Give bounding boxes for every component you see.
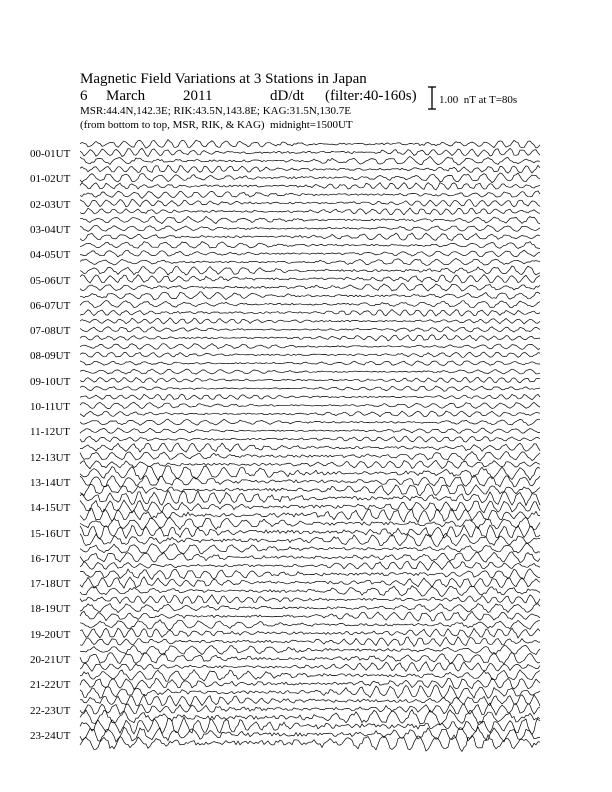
hour-label: 08-09UT (30, 350, 71, 363)
trace-rik (80, 173, 540, 183)
trace-kag (80, 292, 540, 300)
trace-msr (80, 735, 540, 752)
trace-rik (80, 451, 540, 461)
trace-kag (80, 466, 540, 480)
hour-label: 09-10UT (30, 375, 71, 388)
hour-label: 15-16UT (30, 527, 71, 540)
trace-msr (80, 411, 540, 417)
trace-kag (80, 543, 540, 554)
hour-label: 02-03UT (30, 198, 71, 211)
trace-msr (80, 258, 540, 265)
trace-kag (80, 140, 540, 149)
trace-kag (80, 645, 540, 655)
trace-msr (80, 361, 540, 366)
trace-rik (80, 653, 540, 665)
trace-group (80, 140, 540, 752)
hour-label: 17-18UT (30, 578, 71, 591)
trace-kag (80, 216, 540, 224)
trace-kag (80, 369, 540, 374)
trace-rik (80, 199, 540, 207)
trace-kag (80, 620, 540, 630)
hour-label: 18-19UT (30, 603, 71, 616)
trace-rik (80, 604, 540, 613)
trace-kag (80, 191, 540, 198)
chart-title: Magnetic Field Variations at 3 Stations in Japan (80, 71, 367, 87)
hour-label: 10-11UT (30, 401, 70, 413)
trace-rik (80, 552, 540, 563)
trace-kag (80, 242, 540, 249)
trace-msr (80, 233, 540, 240)
trace-msr (80, 484, 540, 496)
trace-rik (80, 275, 540, 284)
trace-msr (80, 335, 540, 341)
trace-kag (80, 419, 540, 425)
hour-label: 12-13UT (30, 451, 71, 464)
hour-label: 23-24UT (30, 729, 71, 742)
trace-msr (80, 561, 540, 570)
hour-label: 00-01UT (30, 148, 71, 160)
scale-bar (428, 87, 436, 109)
scale-bar-label: 1.00 nT at T=80s (439, 94, 518, 106)
trace-msr (80, 283, 540, 291)
trace-msr (80, 533, 540, 546)
trace-rik (80, 148, 540, 156)
filter-label: (filter:40-160s) (325, 88, 417, 104)
trace-rik (80, 475, 540, 487)
hour-label: 14-15UT (30, 502, 71, 515)
quantity-label: dD/dt (270, 88, 305, 104)
trace-msr (80, 156, 540, 165)
trace-msr (80, 460, 540, 469)
trace-msr (80, 386, 540, 391)
trace-msr (80, 662, 540, 672)
trace-msr (80, 310, 540, 317)
trace-msr (80, 685, 540, 699)
trace-rik (80, 428, 540, 433)
trace-msr (80, 637, 540, 647)
hour-label: 21-22UT (30, 679, 71, 692)
date-year: 2011 (183, 88, 213, 104)
trace-kag (80, 670, 540, 682)
hour-label: 05-06UT (30, 274, 71, 287)
trace-rik (80, 678, 540, 689)
date-day: 6 (80, 88, 88, 104)
trace-rik (80, 327, 540, 332)
trace-msr (80, 586, 540, 597)
trace-kag (80, 318, 540, 324)
trace-msr (80, 208, 540, 215)
trace-rik (80, 727, 540, 742)
hour-label: 06-07UT (30, 299, 71, 312)
hour-label: 16-17UT (30, 552, 71, 565)
trace-rik (80, 628, 540, 638)
trace-kag (80, 569, 540, 580)
trace-kag (80, 344, 540, 350)
stations-line: MSR:44.4N,142.3E; RIK:43.5N,143.8E; KAG:31.5N,130.7E (80, 105, 352, 117)
trace-rik (80, 225, 540, 231)
trace-msr (80, 183, 540, 190)
hour-label: 07-08UT (30, 325, 71, 338)
trace-rik (80, 402, 540, 408)
hour-label: 22-23UT (30, 704, 71, 717)
trace-kag (80, 717, 540, 734)
hour-label: 03-04UT (30, 223, 71, 236)
trace-rik (80, 352, 540, 357)
trace-rik (80, 500, 540, 513)
date-month: March (106, 88, 146, 104)
trace-kag (80, 266, 540, 275)
trace-kag (80, 595, 540, 604)
hour-label: 19-20UT (30, 628, 71, 641)
trace-rik (80, 525, 540, 539)
trace-kag (80, 695, 540, 707)
trace-rik (80, 301, 540, 308)
trace-msr (80, 436, 540, 442)
hour-label: 20-21UT (30, 654, 71, 666)
trace-kag (80, 165, 540, 173)
trace-msr (80, 611, 540, 621)
order-note: (from bottom to top, MSR, RIK, & KAG) midnight=1500UT (80, 119, 353, 131)
hour-label: 01-02UT (30, 173, 71, 186)
trace-rik (80, 250, 540, 257)
trace-rik (80, 377, 540, 383)
hour-label: 13-14UT (30, 476, 71, 489)
hour-label: 11-12UT (30, 426, 70, 439)
trace-kag (80, 394, 540, 400)
hour-label: 04-05UT (30, 249, 71, 262)
trace-kag (80, 443, 540, 452)
